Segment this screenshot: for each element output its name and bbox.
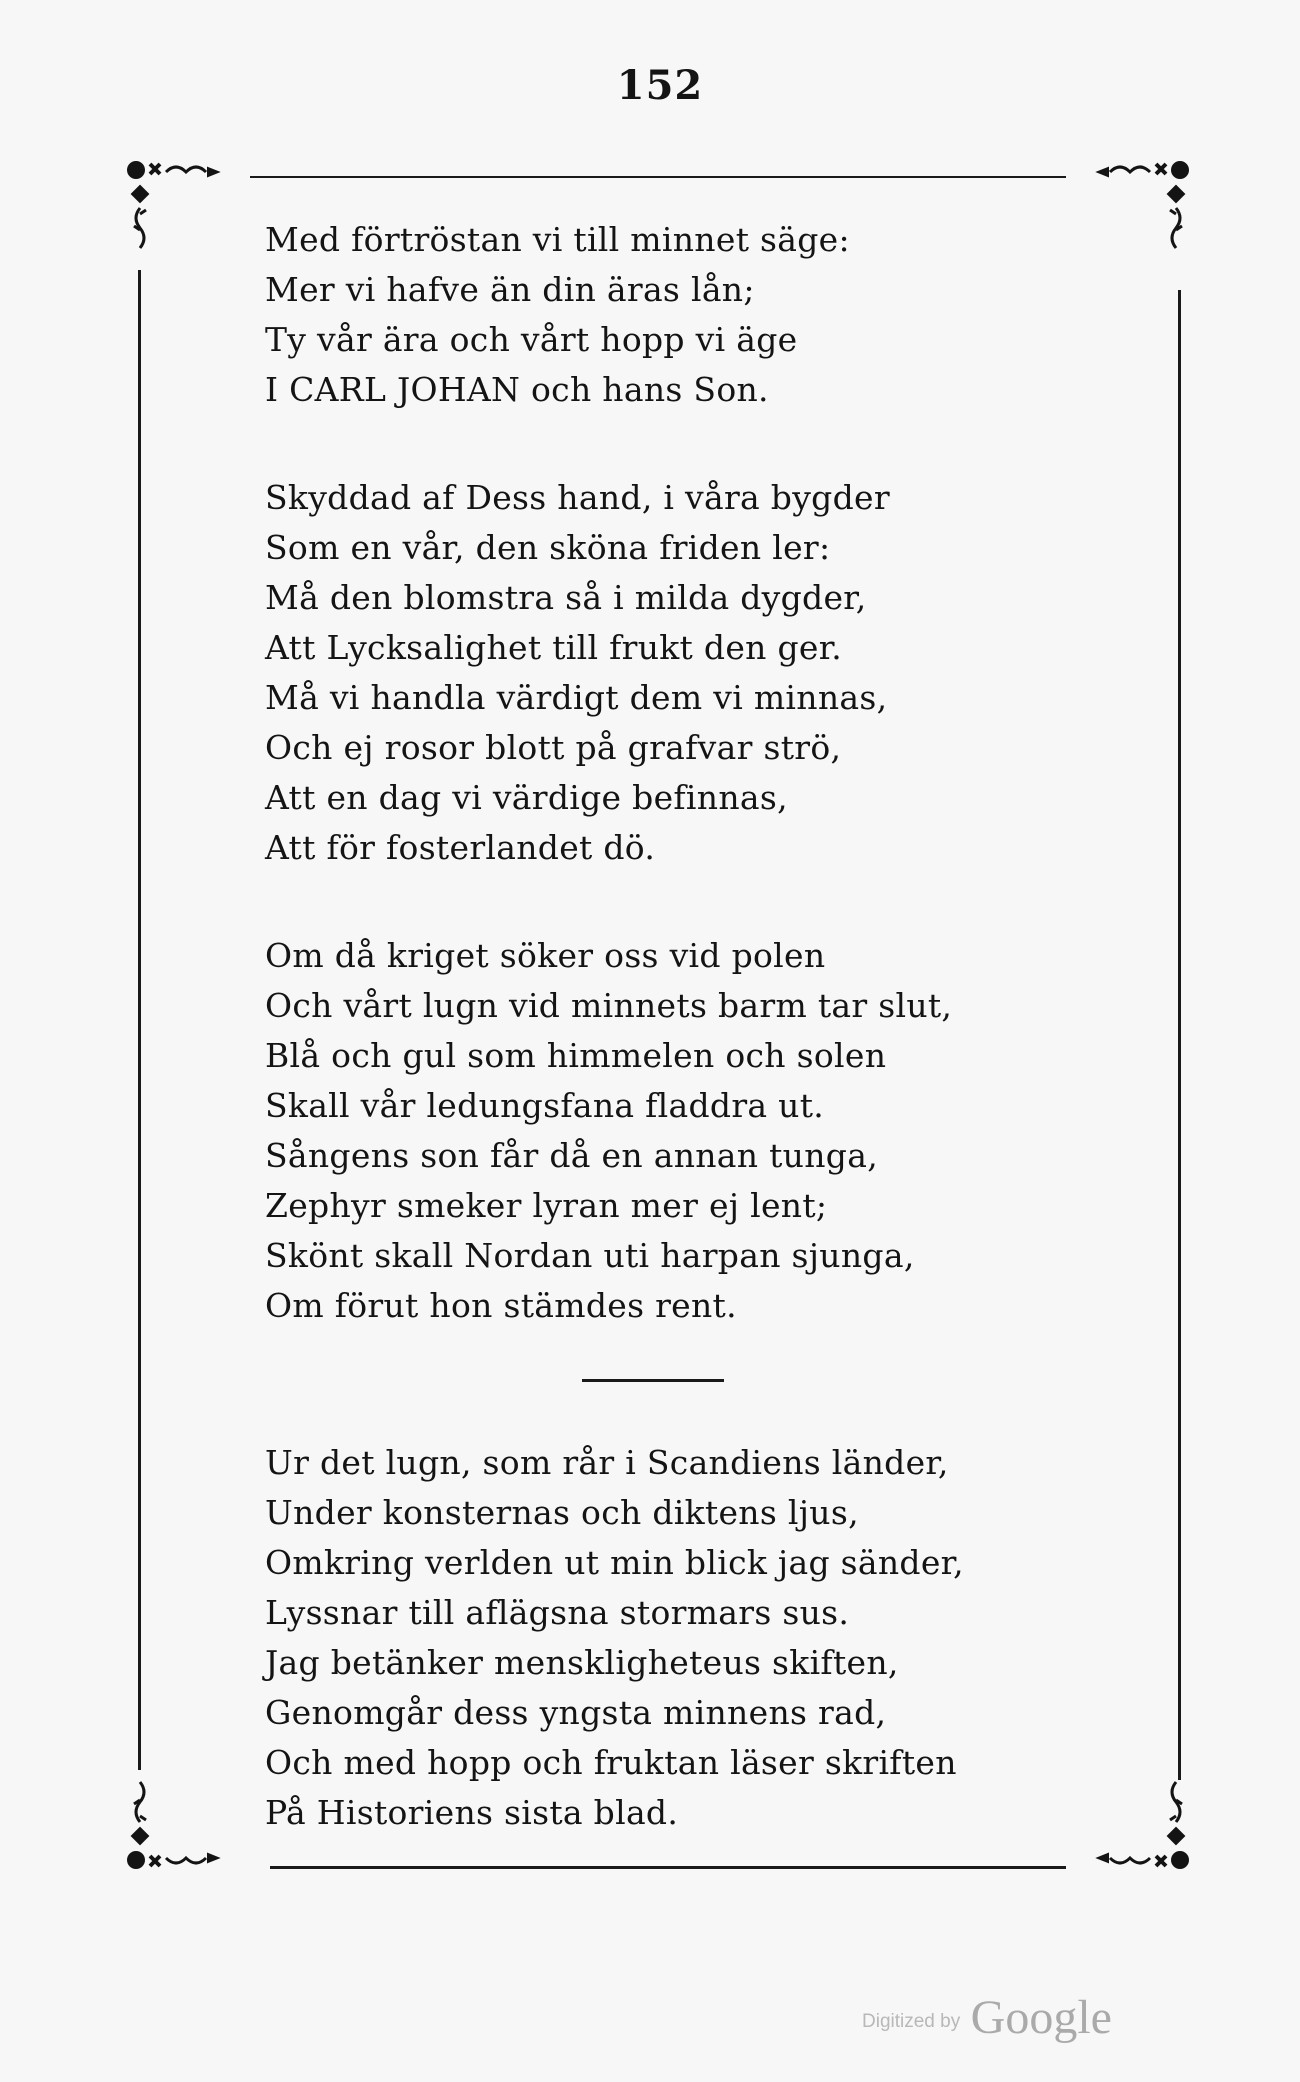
poem-line: Som en vår, den sköna friden ler: xyxy=(265,528,831,567)
poem-line: Lyssnar till aflägsna stormars sus. xyxy=(265,1593,850,1632)
poem-line: Och med hopp och fruktan läser skriften xyxy=(265,1743,957,1782)
poem-line: Ur det lugn, som rår i Scandiens länder, xyxy=(265,1443,949,1482)
poem-line: Sångens son får då en annan tunga, xyxy=(265,1136,878,1175)
stanza-4 xyxy=(265,1438,1025,1838)
digitized-watermark xyxy=(862,1990,1112,2045)
poem-line: Jag betänker menskligheteus skiften, xyxy=(265,1643,899,1682)
poem-line: Ty vår ära och vårt hopp vi äge xyxy=(265,320,798,359)
corner-ornament-icon xyxy=(120,1760,240,1880)
stanza-3 xyxy=(265,931,1025,1331)
corner-ornament-icon xyxy=(1076,150,1196,270)
poem-line: Och vårt lugn vid minnets barm tar slut, xyxy=(265,986,953,1025)
poem-text xyxy=(265,215,1025,1896)
corner-ornament-icon xyxy=(1076,1760,1196,1880)
poem-line: Må vi handla värdigt dem vi minnas, xyxy=(265,678,888,717)
google-logo: Google xyxy=(970,1991,1112,2044)
poem-line: Skyddad af Dess hand, i våra bygder xyxy=(265,478,890,517)
poem-line: Skönt skall Nordan uti harpan sjunga, xyxy=(265,1236,915,1275)
border-right-rule xyxy=(1178,290,1181,1780)
poem-line: På Historiens sista blad. xyxy=(265,1793,679,1832)
stanza-2 xyxy=(265,473,1025,873)
stanza-1 xyxy=(265,215,1025,415)
poem-line: Zephyr smeker lyran mer ej lent; xyxy=(265,1186,828,1225)
poem-line: Om då kriget söker oss vid polen xyxy=(265,936,826,975)
watermark-prefix: Digitized by xyxy=(862,2011,961,2032)
poem-line: Om förut hon stämdes rent. xyxy=(265,1286,737,1325)
poem-line: Må den blomstra så i milda dygder, xyxy=(265,578,867,617)
poem-line: Att en dag vi värdige befinnas, xyxy=(265,778,788,817)
poem-line: Skall vår ledungsfana fladdra ut. xyxy=(265,1086,825,1125)
section-divider xyxy=(582,1379,724,1382)
page-number: 152 xyxy=(616,62,704,109)
poem-line: Mer vi hafve än din äras lån; xyxy=(265,270,755,309)
corner-ornament-icon xyxy=(120,150,240,270)
border-top-rule xyxy=(250,176,1066,178)
poem-line: Med förtröstan vi till minnet säge: xyxy=(265,220,850,259)
poem-line: Genomgår dess yngsta minnens rad, xyxy=(265,1693,887,1732)
poem-line: Blå och gul som himmelen och solen xyxy=(265,1036,887,1075)
poem-line: Under konsternas och diktens ljus, xyxy=(265,1493,859,1532)
poem-line: Att Lycksalighet till frukt den ger. xyxy=(265,628,842,667)
poem-line: Omkring verlden ut min blick jag sänder, xyxy=(265,1543,964,1582)
poem-line: Att för fosterlandet dö. xyxy=(265,828,656,867)
border-left-rule xyxy=(138,270,141,1770)
poem-line: I CARL JOHAN och hans Son. xyxy=(265,370,769,409)
poem-line: Och ej rosor blott på grafvar strö, xyxy=(265,728,842,767)
